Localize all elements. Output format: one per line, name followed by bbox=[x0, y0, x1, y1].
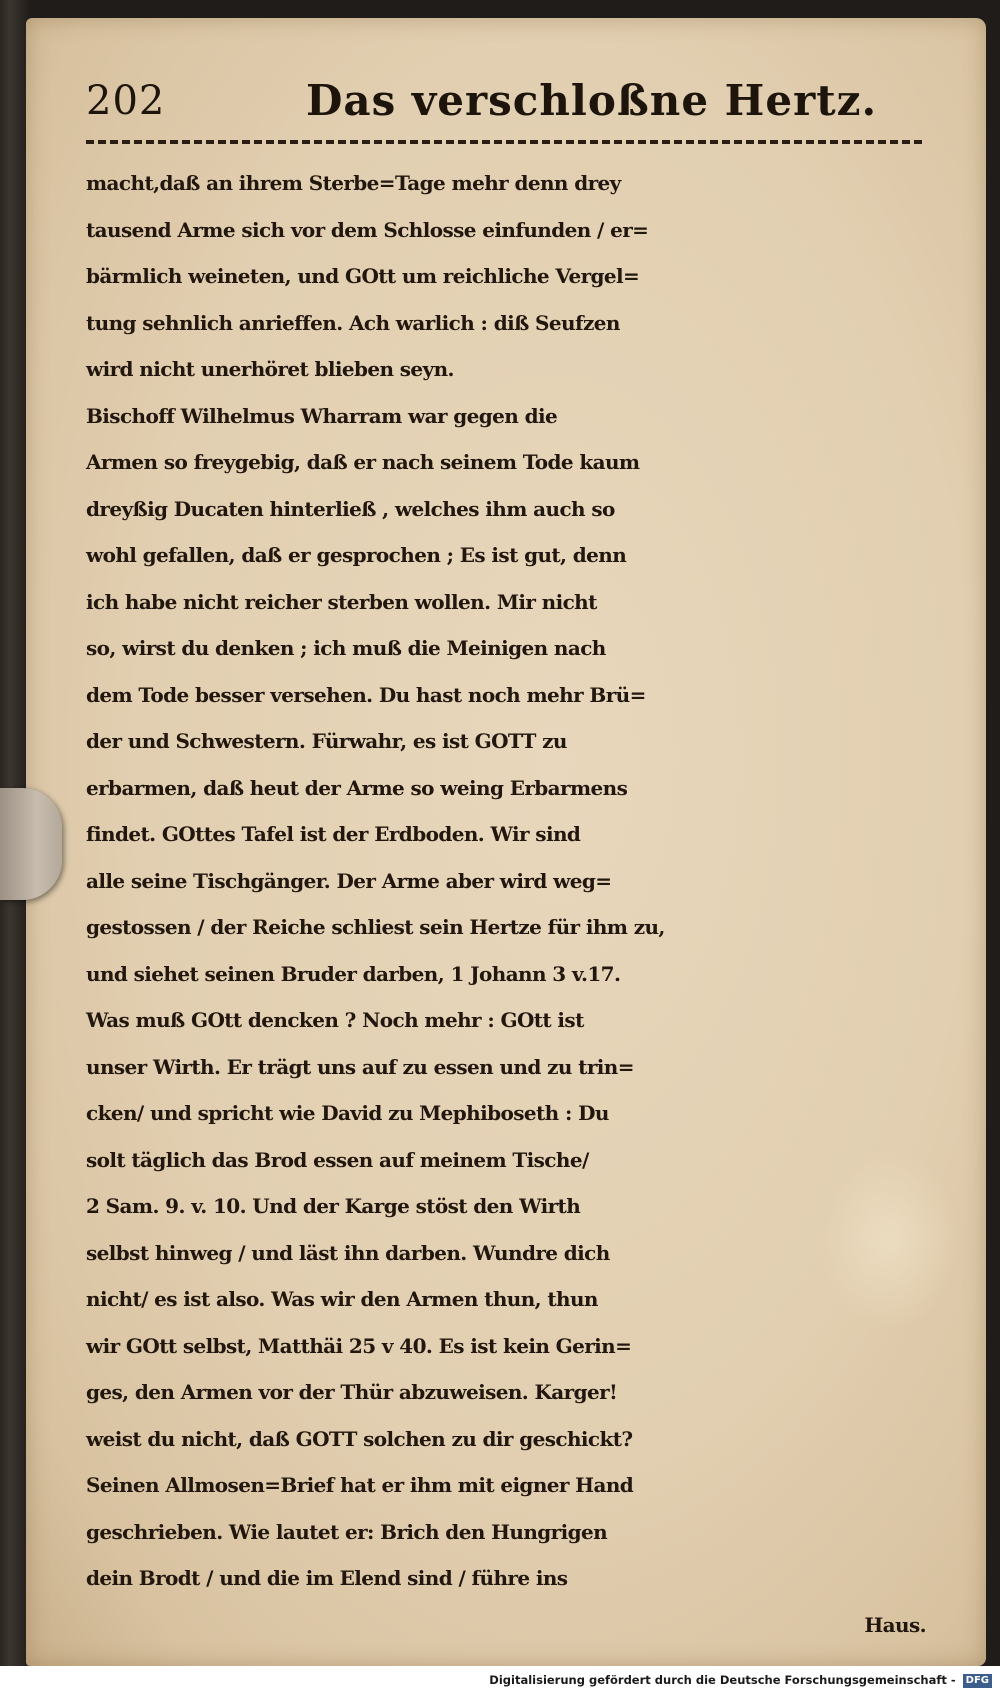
footer-bar bbox=[0, 1666, 1000, 1699]
page-number: 202 bbox=[86, 78, 166, 124]
text-line: nicht/ es ist also. Was wir den Armen thun, thun bbox=[86, 1287, 598, 1311]
text-line: der und Schwestern. Fürwahr, es ist GOTT zu bbox=[86, 729, 567, 753]
text-line: Haus. bbox=[864, 1612, 926, 1637]
body-text bbox=[86, 160, 926, 1648]
text-line: Armen so freygebig, daß er nach seinem Tode kaum bbox=[86, 450, 640, 474]
text-line: tausend Arme sich vor dem Schlosse einfunden / er= bbox=[86, 217, 649, 242]
text-line: wird nicht unerhöret blieben seyn. bbox=[86, 357, 454, 381]
text-line: Bischoff Wilhelmus Wharram war gegen die bbox=[86, 403, 558, 428]
text-line: und siehet seinen Bruder darben, 1 Johann 3 v.17. bbox=[86, 961, 621, 986]
text-line: ich habe nicht reicher sterben wollen. Mir nicht bbox=[86, 589, 597, 614]
dfg-logo: DFG bbox=[963, 1674, 992, 1688]
text-line: Was muß GOtt dencken ? Noch mehr : GOtt ist bbox=[86, 1008, 584, 1032]
page-holder-clip bbox=[0, 788, 62, 900]
text-line: weist du nicht, daß GOTT solchen zu dir geschickt? bbox=[86, 1426, 633, 1451]
text-line: solt täglich das Brod essen auf meinem Tische/ bbox=[86, 1147, 589, 1172]
text-line: gestossen / der Reiche schliest sein Hertze für ihm zu, bbox=[86, 915, 665, 939]
text-line: wir GOtt selbst, Matthäi 25 v 40. Es ist kein Gerin= bbox=[86, 1333, 632, 1358]
header-rule bbox=[86, 140, 922, 144]
funding-credit-text: Digitalisierung gefördert durch die Deutsche Forschungsgemeinschaft - bbox=[489, 1673, 956, 1687]
text-line: 2 Sam. 9. v. 10. Und der Karge stöst den Wirth bbox=[86, 1194, 581, 1218]
funding-credit bbox=[489, 1673, 992, 1688]
text-line: geschrieben. Wie lautet er: Brich den Hungrigen bbox=[86, 1519, 608, 1544]
text-line: macht,daß an ihrem Sterbe=Tage mehr denn drey bbox=[86, 171, 621, 195]
text-line: dein Brodt / und die im Elend sind / führe ins bbox=[86, 1566, 568, 1590]
text-line: Seinen Allmosen=Brief hat er ihm mit eigner Hand bbox=[86, 1473, 634, 1497]
text-line: dreyßig Ducaten hinterließ , welches ihm auch so bbox=[86, 496, 615, 521]
text-line: selbst hinweg / und läst ihn darben. Wundre dich bbox=[86, 1240, 610, 1265]
text-line: dem Tode besser versehen. Du hast noch mehr Brü= bbox=[86, 682, 646, 707]
text-line: unser Wirth. Er trägt uns auf zu essen und zu trin= bbox=[86, 1054, 634, 1079]
text-line: erbarmen, daß heut der Arme so weing Erbarmens bbox=[86, 775, 628, 800]
page-header bbox=[86, 72, 926, 132]
text-line: so, wirst du denken ; ich muß die Meinigen nach bbox=[86, 636, 606, 660]
text-line: ges, den Armen vor der Thür abzuweisen. Karger! bbox=[86, 1380, 618, 1404]
text-line: wohl gefallen, daß er gesprochen ; Es ist gut, denn bbox=[86, 543, 627, 567]
text-line: alle seine Tischgänger. Der Arme aber wird weg= bbox=[86, 868, 612, 893]
text-line: findet. GOttes Tafel ist der Erdboden. Wir sind bbox=[86, 822, 581, 846]
text-line: cken/ und spricht wie David zu Mephiboseth : Du bbox=[86, 1101, 609, 1125]
running-head: Das verschloßne Hertz. bbox=[306, 76, 878, 125]
text-line: tung sehnlich anrieffen. Ach warlich : diß Seufzen bbox=[86, 310, 620, 335]
text-line: bärmlich weineten, und GOtt um reichliche Vergel= bbox=[86, 264, 640, 288]
